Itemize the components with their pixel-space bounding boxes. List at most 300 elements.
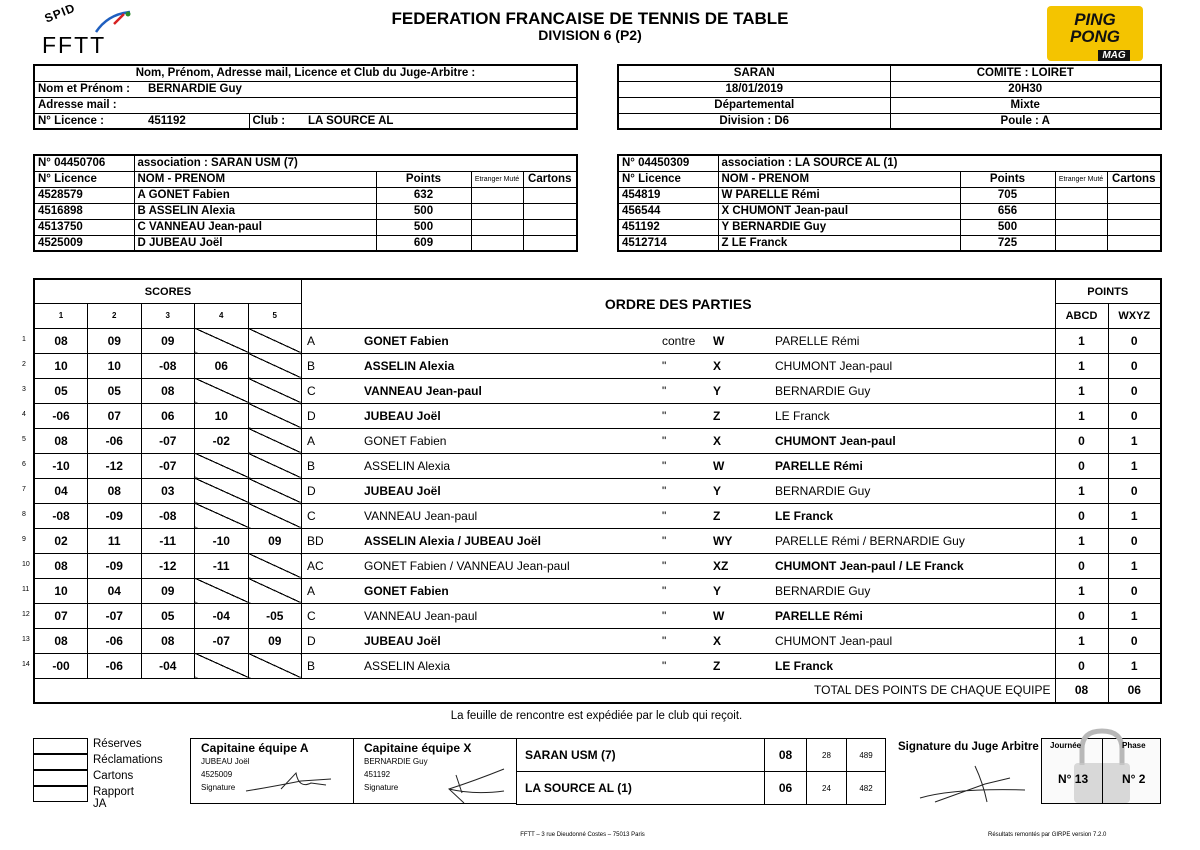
wxyz-header: WXYZ xyxy=(1108,304,1161,329)
versus-text: " xyxy=(662,558,667,573)
page-title: FEDERATION FRANCAISE DE TENNIS DE TABLE xyxy=(391,9,789,28)
row-number: 13 xyxy=(22,635,30,643)
set-number: 1 xyxy=(34,304,88,329)
player-a-letter: AC xyxy=(307,558,324,573)
set-score: 11 xyxy=(88,528,142,553)
player-x-letter: W xyxy=(713,608,725,623)
set-score xyxy=(248,378,302,403)
points-wxyz: 0 xyxy=(1108,353,1161,378)
set-score: 08 xyxy=(34,553,88,578)
set-score: 02 xyxy=(34,528,88,553)
captain-x-licence: 451192 xyxy=(364,770,391,779)
match-row xyxy=(34,578,1161,603)
logo-spid-text: SPID xyxy=(42,0,78,26)
points-wxyz: 0 xyxy=(1108,378,1161,403)
player-licence: 456544 xyxy=(618,203,718,219)
player-name: B ASSELIN Alexia xyxy=(134,203,376,219)
set-score: -08 xyxy=(141,503,195,528)
set-score: -11 xyxy=(195,553,249,578)
col-etranger: Etranger Muté xyxy=(1055,171,1107,187)
player-a-name: GONET Fabien xyxy=(364,583,449,598)
referee-licence-label: N° Licence : xyxy=(34,113,134,129)
versus-text: " xyxy=(662,383,667,398)
points-abcd: 1 xyxy=(1055,403,1108,428)
rapport-ja-checkbox[interactable] xyxy=(33,786,88,802)
points-wxyz: 1 xyxy=(1108,653,1161,678)
page-subtitle: DIVISION 6 (P2) xyxy=(538,27,642,43)
match-row xyxy=(34,328,1161,353)
partie-cell xyxy=(302,328,1056,353)
versus-text: " xyxy=(662,458,667,473)
ordre-header: ORDRE DES PARTIES xyxy=(302,279,1056,328)
player-a-name: JUBEAU Joël xyxy=(364,483,441,498)
set-score: -04 xyxy=(141,653,195,678)
player-cartons xyxy=(523,187,577,203)
player-a-letter: C xyxy=(307,383,316,398)
player-cartons xyxy=(1107,203,1161,219)
set-score: -00 xyxy=(34,653,88,678)
set-score: -02 xyxy=(195,428,249,453)
player-a-letter: D xyxy=(307,633,316,648)
points-abcd: 0 xyxy=(1055,553,1108,578)
match-row xyxy=(34,603,1161,628)
referee-club-label: Club : xyxy=(249,113,304,129)
set-score xyxy=(248,478,302,503)
player-points: 725 xyxy=(960,235,1055,251)
page-title-block xyxy=(330,10,850,42)
player-licence: 4513750 xyxy=(34,219,134,235)
points-header: POINTS xyxy=(1055,279,1161,304)
row-number: 7 xyxy=(22,485,26,493)
match-poule: Poule : A xyxy=(890,113,1161,129)
set-score: 08 xyxy=(34,428,88,453)
points-wxyz: 0 xyxy=(1108,328,1161,353)
player-etranger xyxy=(471,187,523,203)
set-score: -10 xyxy=(34,453,88,478)
result-team: SARAN USM (7) xyxy=(517,739,765,772)
match-row xyxy=(34,528,1161,553)
set-score: 08 xyxy=(141,628,195,653)
set-score: 06 xyxy=(195,353,249,378)
set-score: 04 xyxy=(88,578,142,603)
player-x-name: BERNARDIE Guy xyxy=(775,383,871,398)
set-score xyxy=(195,378,249,403)
points-abcd: 1 xyxy=(1055,478,1108,503)
player-x-name: LE Franck xyxy=(775,408,830,423)
row-number: 14 xyxy=(22,660,30,668)
team-a-player-row xyxy=(34,187,577,203)
result-table xyxy=(516,738,886,805)
player-a-letter: A xyxy=(307,583,316,598)
player-licence: 454819 xyxy=(618,187,718,203)
footer-address: FFTT – 3 rue Dieudonné Costes – 75013 Paris xyxy=(520,832,645,838)
footer-girpe: Résultats remontés par GIRPE version 7.2.0 xyxy=(988,832,1107,838)
player-a-letter: D xyxy=(307,408,316,423)
set-score: -06 xyxy=(88,653,142,678)
points-abcd: 1 xyxy=(1055,528,1108,553)
col-cartons: Cartons xyxy=(1107,171,1161,187)
captain-a-signature xyxy=(241,769,341,799)
cartons-label: Cartons xyxy=(93,770,134,782)
set-score: -09 xyxy=(88,503,142,528)
player-x-name: PARELLE Rémi / BERNARDIE Guy xyxy=(775,533,965,548)
cartons-checkbox[interactable] xyxy=(33,770,88,786)
col-licence: N° Licence xyxy=(618,171,718,187)
player-name: Z LE Franck xyxy=(718,235,960,251)
col-nom: NOM - PRENOM xyxy=(134,171,376,187)
set-score: 08 xyxy=(141,378,195,403)
set-score xyxy=(195,578,249,603)
player-x-name: CHUMONT Jean-paul xyxy=(775,633,893,648)
player-a-name: VANNEAU Jean-paul xyxy=(364,608,478,623)
player-points: 656 xyxy=(960,203,1055,219)
points-wxyz: 0 xyxy=(1108,478,1161,503)
match-row xyxy=(34,453,1161,478)
team-x-player-row xyxy=(618,219,1161,235)
referee-signature xyxy=(915,758,1035,810)
referee-name-label: Nom et Prénom : xyxy=(34,81,134,97)
team-a-player-row xyxy=(34,235,577,251)
set-score xyxy=(248,428,302,453)
row-number: 3 xyxy=(22,385,26,393)
row-number: 11 xyxy=(22,585,30,593)
set-number: 5 xyxy=(248,304,302,329)
sent-note: La feuille de rencontre est expédiée par le club qui reçoit. xyxy=(450,710,743,722)
player-a-name: ASSELIN Alexia xyxy=(364,358,455,373)
col-nom: NOM - PRENOM xyxy=(718,171,960,187)
match-date: 18/01/2019 xyxy=(618,81,890,97)
team-x-table xyxy=(617,154,1162,252)
row-number: 8 xyxy=(22,510,26,518)
row-number: 5 xyxy=(22,435,26,443)
row-number: 9 xyxy=(22,535,26,543)
set-score: -07 xyxy=(195,628,249,653)
match-row xyxy=(34,378,1161,403)
match-row xyxy=(34,478,1161,503)
player-x-name: PARELLE Rémi xyxy=(775,458,863,473)
player-etranger xyxy=(1055,219,1107,235)
match-time: 20H30 xyxy=(890,81,1161,97)
player-x-letter: Z xyxy=(713,658,721,673)
match-row xyxy=(34,428,1161,453)
team-a-player-row xyxy=(34,219,577,235)
player-a-letter: BD xyxy=(307,533,324,548)
pp-logo-line3: MAG xyxy=(1098,50,1129,61)
team-x-number: N° 04450309 xyxy=(618,155,718,171)
set-score: 08 xyxy=(88,478,142,503)
set-score xyxy=(248,353,302,378)
col-cartons: Cartons xyxy=(523,171,577,187)
total-wxyz: 06 xyxy=(1108,678,1161,703)
set-score: 10 xyxy=(34,353,88,378)
player-x-name: PARELLE Rémi xyxy=(775,333,860,348)
set-score xyxy=(195,328,249,353)
set-score xyxy=(248,328,302,353)
set-score xyxy=(248,653,302,678)
player-cartons xyxy=(1107,235,1161,251)
set-score xyxy=(195,478,249,503)
versus-text: " xyxy=(662,633,667,648)
points-wxyz: 0 xyxy=(1108,578,1161,603)
set-score: -07 xyxy=(141,428,195,453)
set-score: -08 xyxy=(141,353,195,378)
set-score: -04 xyxy=(195,603,249,628)
points-wxyz: 1 xyxy=(1108,503,1161,528)
player-a-name: GONET Fabien / VANNEAU Jean-paul xyxy=(364,558,570,573)
player-x-letter: Y xyxy=(713,583,722,598)
player-x-name: CHUMONT Jean-paul xyxy=(775,358,893,373)
match-row xyxy=(34,503,1161,528)
captain-x-title: Capitaine équipe X xyxy=(364,741,472,755)
set-number: 3 xyxy=(141,304,195,329)
result-sets: 24 xyxy=(807,772,847,805)
player-licence: 4528579 xyxy=(34,187,134,203)
player-x-letter: W xyxy=(713,333,725,348)
player-a-name: ASSELIN Alexia xyxy=(364,658,451,673)
player-name: D JUBEAU Joël xyxy=(134,235,376,251)
partie-cell xyxy=(302,628,1056,653)
player-licence: 4525009 xyxy=(34,235,134,251)
versus-text: " xyxy=(662,533,667,548)
scores-header: SCORES xyxy=(34,279,302,304)
points-wxyz: 1 xyxy=(1108,553,1161,578)
matches-table xyxy=(33,278,1162,704)
captain-x-signature xyxy=(404,767,514,807)
match-row xyxy=(34,353,1161,378)
match-info-table xyxy=(617,64,1162,130)
captain-a-licence: 4525009 xyxy=(201,770,233,779)
set-score: -08 xyxy=(34,503,88,528)
player-x-name: CHUMONT Jean-paul / LE Franck xyxy=(775,558,964,573)
player-name: W PARELLE Rémi xyxy=(718,187,960,203)
set-number: 4 xyxy=(195,304,249,329)
player-cartons xyxy=(1107,187,1161,203)
set-score xyxy=(195,503,249,528)
col-points: Points xyxy=(960,171,1055,187)
match-row xyxy=(34,628,1161,653)
versus-text: " xyxy=(662,483,667,498)
journee-phase-box xyxy=(1041,738,1161,804)
phase-value: N° 2 xyxy=(1122,772,1146,786)
team-a-association: association : SARAN USM (7) xyxy=(134,155,577,171)
pp-logo-line1: PING xyxy=(1074,10,1116,29)
set-score: 09 xyxy=(248,528,302,553)
player-a-letter: C xyxy=(307,608,316,623)
player-x-name: PARELLE Rémi xyxy=(775,608,863,623)
set-score: 05 xyxy=(88,378,142,403)
col-etranger: Etranger Muté xyxy=(471,171,523,187)
set-score: 07 xyxy=(88,403,142,428)
set-score: -07 xyxy=(88,603,142,628)
match-row xyxy=(34,403,1161,428)
set-score: -12 xyxy=(141,553,195,578)
points-wxyz: 0 xyxy=(1108,628,1161,653)
points-abcd: 0 xyxy=(1055,503,1108,528)
captain-a-title: Capitaine équipe A xyxy=(201,741,309,755)
phase-label: Phase xyxy=(1122,741,1146,750)
player-cartons xyxy=(1107,219,1161,235)
journee-value: N° 13 xyxy=(1058,772,1089,786)
match-level: Départemental xyxy=(618,97,890,113)
points-wxyz: 1 xyxy=(1108,428,1161,453)
player-x-letter: X xyxy=(713,358,722,373)
player-a-name: VANNEAU Jean-paul xyxy=(364,383,482,398)
player-x-letter: X xyxy=(713,433,722,448)
captain-a-box xyxy=(190,738,354,804)
player-x-name: BERNARDIE Guy xyxy=(775,583,871,598)
player-a-letter: D xyxy=(307,483,316,498)
partie-cell xyxy=(302,453,1056,478)
logo-fftt-text: FFTT xyxy=(42,32,107,58)
player-etranger xyxy=(1055,235,1107,251)
player-points: 632 xyxy=(376,187,471,203)
referee-licence-value: 451192 xyxy=(134,113,249,129)
total-abcd: 08 xyxy=(1055,678,1108,703)
points-wxyz: 1 xyxy=(1108,603,1161,628)
player-etranger xyxy=(1055,187,1107,203)
set-score: -11 xyxy=(141,528,195,553)
player-name: X CHUMONT Jean-paul xyxy=(718,203,960,219)
points-abcd: 0 xyxy=(1055,428,1108,453)
player-x-name: LE Franck xyxy=(775,508,834,523)
set-score: -07 xyxy=(141,453,195,478)
player-a-name: JUBEAU Joël xyxy=(364,633,441,648)
result-pts: 482 xyxy=(847,772,886,805)
versus-text: " xyxy=(662,608,667,623)
player-x-letter: X xyxy=(713,633,722,648)
points-abcd: 1 xyxy=(1055,578,1108,603)
reclamations-label: Réclamations xyxy=(93,754,163,766)
partie-cell xyxy=(302,503,1056,528)
reserves-checkbox[interactable] xyxy=(33,738,88,754)
row-number: 10 xyxy=(22,560,30,568)
rapport-ja-label: Rapport JA xyxy=(93,786,134,810)
set-score: 05 xyxy=(34,378,88,403)
player-a-letter: A xyxy=(307,333,316,348)
set-score xyxy=(195,453,249,478)
set-score xyxy=(248,578,302,603)
player-a-name: ASSELIN Alexia xyxy=(364,458,451,473)
row-number: 12 xyxy=(22,610,30,618)
points-wxyz: 1 xyxy=(1108,453,1161,478)
team-a-number: N° 04450706 xyxy=(34,155,134,171)
match-row xyxy=(34,553,1161,578)
points-abcd: 0 xyxy=(1055,603,1108,628)
player-points: 500 xyxy=(376,203,471,219)
player-etranger xyxy=(471,203,523,219)
set-score xyxy=(248,553,302,578)
row-number: 4 xyxy=(22,410,26,418)
set-score: 10 xyxy=(195,403,249,428)
set-score: -06 xyxy=(88,628,142,653)
set-score: 09 xyxy=(141,328,195,353)
versus-text: " xyxy=(662,658,667,673)
match-comite: COMITE : LOIRET xyxy=(890,65,1161,81)
partie-cell xyxy=(302,478,1056,503)
match-row xyxy=(34,653,1161,678)
player-a-letter: B xyxy=(307,458,316,473)
reclamations-checkbox[interactable] xyxy=(33,754,88,770)
points-abcd: 1 xyxy=(1055,328,1108,353)
player-x-letter: Y xyxy=(713,483,722,498)
set-score: -09 xyxy=(88,553,142,578)
set-score: 04 xyxy=(34,478,88,503)
player-a-name: ASSELIN Alexia / JUBEAU Joël xyxy=(364,533,541,548)
referee-heading: Nom, Prénom, Adresse mail, Licence et Club du Juge-Arbitre : xyxy=(34,65,577,81)
captain-a-name: JUBEAU Joël xyxy=(201,757,250,766)
player-a-letter: C xyxy=(307,508,316,523)
set-score: 09 xyxy=(88,328,142,353)
fftt-logo xyxy=(42,0,134,60)
set-score: -06 xyxy=(34,403,88,428)
player-x-name: BERNARDIE Guy xyxy=(775,483,871,498)
partie-cell xyxy=(302,403,1056,428)
partie-cell xyxy=(302,528,1056,553)
ping-pong-mag-logo xyxy=(1047,6,1143,61)
row-number: 2 xyxy=(22,360,26,368)
journee-label: Journée xyxy=(1050,741,1082,750)
player-x-name: CHUMONT Jean-paul xyxy=(775,433,896,448)
team-a-table xyxy=(33,154,578,252)
pp-logo-line2: PONG xyxy=(1069,27,1121,46)
col-points: Points xyxy=(376,171,471,187)
referee-club-value: LA SOURCE AL xyxy=(304,113,577,129)
versus-text: " xyxy=(662,508,667,523)
partie-cell xyxy=(302,603,1056,628)
points-wxyz: 0 xyxy=(1108,403,1161,428)
set-score xyxy=(248,503,302,528)
player-cartons xyxy=(523,235,577,251)
player-cartons xyxy=(523,203,577,219)
result-sets: 28 xyxy=(807,739,847,772)
set-number: 2 xyxy=(88,304,142,329)
result-row-a xyxy=(517,739,886,772)
captain-x-signature-label: Signature xyxy=(364,783,399,792)
result-pts: 489 xyxy=(847,739,886,772)
points-abcd: 0 xyxy=(1055,453,1108,478)
player-etranger xyxy=(1055,203,1107,219)
set-score xyxy=(248,453,302,478)
team-x-player-row xyxy=(618,235,1161,251)
player-licence: 4512714 xyxy=(618,235,718,251)
team-a-player-row xyxy=(34,203,577,219)
points-abcd: 0 xyxy=(1055,653,1108,678)
captain-x-box xyxy=(353,738,517,804)
player-a-letter: B xyxy=(307,658,316,673)
player-a-name: JUBEAU Joël xyxy=(364,408,441,423)
partie-cell xyxy=(302,428,1056,453)
versus-text: " xyxy=(662,358,667,373)
total-label: TOTAL DES POINTS DE CHAQUE EQUIPE xyxy=(34,678,1055,703)
player-a-name: GONET Fabien xyxy=(364,333,449,348)
set-score: -12 xyxy=(88,453,142,478)
player-name: Y BERNARDIE Guy xyxy=(718,219,960,235)
player-points: 500 xyxy=(376,219,471,235)
set-score: 07 xyxy=(34,603,88,628)
player-x-letter: XZ xyxy=(713,558,729,573)
match-division: Division : D6 xyxy=(618,113,890,129)
player-x-letter: Z xyxy=(713,508,721,523)
points-abcd: 1 xyxy=(1055,628,1108,653)
col-licence: N° Licence xyxy=(34,171,134,187)
set-score: 03 xyxy=(141,478,195,503)
player-a-name: VANNEAU Jean-paul xyxy=(364,508,478,523)
player-x-letter: Z xyxy=(713,408,721,423)
captain-a-signature-label: Signature xyxy=(201,783,236,792)
team-x-player-row xyxy=(618,203,1161,219)
result-team: LA SOURCE AL (1) xyxy=(517,772,765,805)
player-name: A GONET Fabien xyxy=(134,187,376,203)
